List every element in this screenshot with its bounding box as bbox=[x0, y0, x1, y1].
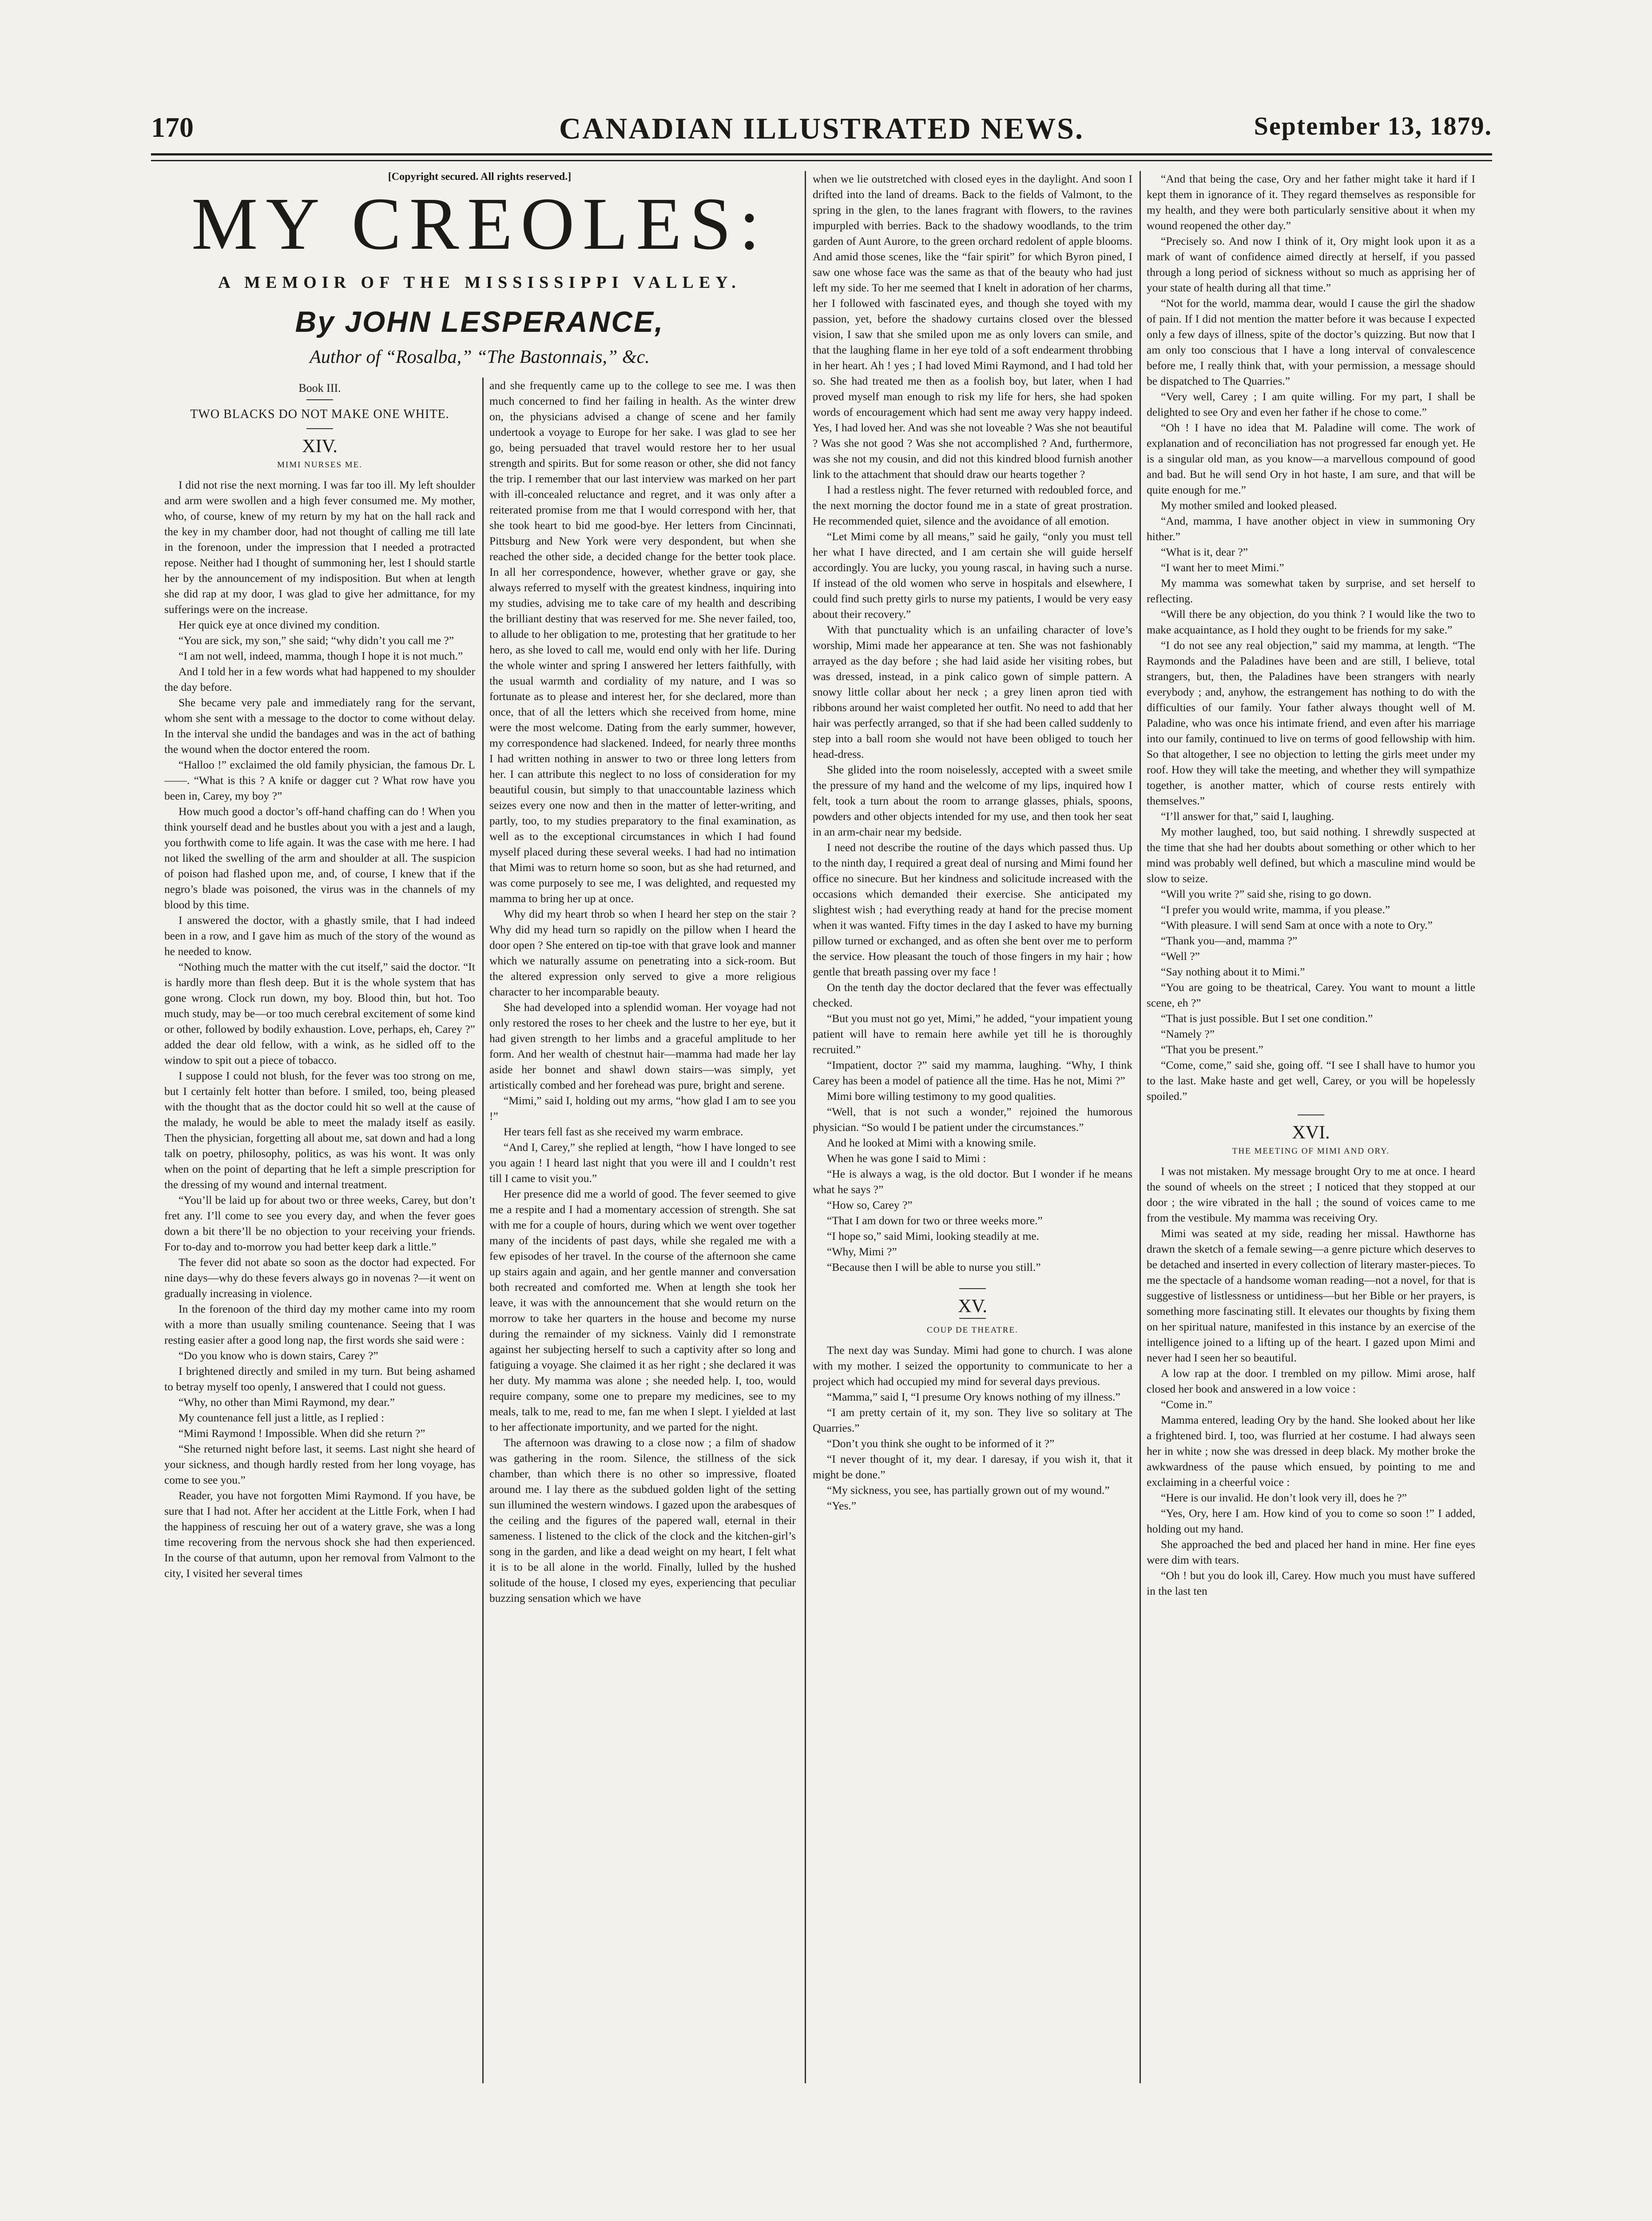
paragraph: “Oh ! I have no idea that M. Paladine will come. The work of explanation and of reconciliation has not progressed far enough yet. He is a singular old man, as you know—a marvellous compound of good and bad. But he will send Ory in hot haste, I am sure, and that will be quite enough for me.” bbox=[1147, 421, 1475, 496]
paragraph: “You’ll be laid up for about two or three weeks, Carey, but don’t fret any. I’ll come to see you every day, and when the fever goes down a bit there’ll be no objection to your receiving your friends. For to-day and to-morrow you had better keep dark a little.” bbox=[164, 1194, 475, 1253]
paragraph: “I’ll answer for that,” said I, laughing. bbox=[1161, 810, 1334, 823]
paragraph: “Thank you—and, mamma ?” bbox=[1161, 934, 1298, 947]
paragraphs bbox=[489, 378, 796, 1606]
paragraph: and she frequently came up to the college to see me. I was then much concerned to find her failing in health. As the winter drew on, the physicians advised a change of scene and her family undertook a voyage to Europe for her sake. I was glad to see her go, being persuaded that travel would restore her to her usual strength and spirits. But for some reason or other, she did not fancy the trip. I remember that our last interview was marked on her part with ill-concealed reluctance and regret, and it was only after a reiterated promise from me that I would correspond with her, that she took heart to bid me good-bye. Her letters from Cincinnati, Pittsburg and New York were very despondent, but when she reached the other side, a decided change for the better took place. In all her correspondence, however, whether grave or gay, she always referred to myself with the greatest kindness, inquiring into my studies, advising me to take care of my health and describing the brilliant destiny that was reserved for me. She never failed, too, to allude to her obligation to me, protesting that her gratitude to her hero, as she loved to call me, would end only with her life. During the whole winter and spring I answered her letters faithfully, with the usual warmth and cordiality of my nature, and I was so fortunate as to please and interest her, for she declared, more than once, that of all the letters which she received from home, mine were the most welcome. Dating from the early summer, however, my correspondence had slackened. Indeed, for nearly three months I had written nothing in answer to two or three long letters from her. I can attribute this neglect to no loss of consideration for my beautiful cousin, but simply to that unaccountable laziness which seizes every one now and then in the matter of letter-writing, and partly, too, to my studies preparatory to the final examination, as well as to the exceptional circumstances in which I had found myself placed during these several weeks. I had had no intimation that Mimi was to return home so soon, but as she had returned, and was come purposely to see me, I was delighted, and requested my mamma to bring her up at once. bbox=[489, 379, 796, 905]
paragraph: “That I am down for two or three weeks more.” bbox=[827, 1214, 1043, 1227]
paragraph: “Do you know who is down stairs, Carey ?” bbox=[179, 1349, 378, 1362]
short-rule bbox=[959, 1288, 986, 1289]
author-credits: Author of “Rosalba,” “The Bastonnais,” &c. bbox=[310, 347, 650, 367]
paragraph: “Say nothing about it to Mimi.” bbox=[1161, 965, 1305, 978]
book-title: TWO BLACKS DO NOT MAKE ONE WHITE. bbox=[190, 407, 449, 421]
paragraph: “You are sick, my son,” she said; “why didn’t you call me ?” bbox=[179, 634, 454, 647]
text-column-1 bbox=[164, 378, 475, 2083]
paragraphs bbox=[813, 171, 1132, 1275]
chapter-title: THE MEETING OF MIMI AND ORY. bbox=[1232, 1146, 1390, 1156]
issue-date: September 13, 1879. bbox=[1254, 111, 1492, 140]
paragraph: The afternoon was drawing to a close now ; a film of shadow was gathering in the room. Silence, the stillness of the sick chamber, than which there is no other so impressive, floated around me. I lay there as the subdued golden light of the setting sun illumined the western windows. I gazed upon the arabesques of the ceiling and the figures of the papered wall, eternal in their sameness. I listened to the click of the clock and the kitchen-girl’s song in the garden, and like a dead weight on my heart, I felt what it is to be all alone in the world. Finally, lulled by the hushed solitude of the house, I closed my eyes, experiencing that peculiar buzzing sensation which we have bbox=[489, 1436, 796, 1604]
paragraph: My mamma was somewhat taken by surprise, and set herself to reflecting. bbox=[1147, 577, 1475, 605]
paragraph: “Impatient, doctor ?” said my mamma, laughing. “Why, I think Carey has been a model of patience all the time. Has he not, Mimi ?” bbox=[813, 1059, 1132, 1087]
paragraph: And he looked at Mimi with a knowing smile. bbox=[827, 1136, 1036, 1149]
paragraph: “That you be present.” bbox=[1161, 1043, 1263, 1056]
paragraph: “Nothing much the matter with the cut itself,” said the doctor. “It is hardly more than flesh deep. But it is the whole system that has gone wrong. Clock run down, my boy. Blood thin, but hot. Too much study, may be—or too much cerebral excitement of some kind or other, followed by bodily exhaustion. Love, perhaps, eh, Carey ?” added the dear old fellow, with a wink, as he sidled off to the window to spit out a piece of tobacco. bbox=[164, 960, 475, 1067]
chapter-title: COUP DE THEATRE. bbox=[927, 1325, 1018, 1335]
paragraph: “Precisely so. And now I think of it, Ory might look upon it as a mark of want of confidence aimed directly at herself, if you passed through a long period of sickness without so much as apprising her of your state of health during all that time.” bbox=[1147, 235, 1475, 294]
column-divider bbox=[1140, 171, 1141, 2083]
paragraph: With that punctuality which is an unfailing character of love’s worship, Mimi made her appearance at ten. She was not fashionably arrayed as the day before ; she had laid aside her visiting robes, but was dressed, instead, in a pink calico gown of simple pattern. A snowy little collar about her neck ; a grey linen apron tied with ribbons around her waist completed her outfit. No need to add that her hair was perfectly arranged, so that if she had been called suddenly to step into a ball room she would not have been obliged to touch her head-dress. bbox=[813, 623, 1132, 760]
chapter-number: XIV. bbox=[302, 436, 338, 457]
paragraph: “But you must not go yet, Mimi,” he added, “your impatient young patient will have to remain here awhile yet till he is thoroughly recruited.” bbox=[813, 1012, 1132, 1056]
paragraph: “Yes, Ory, here I am. How kind of you to come so soon !” I added, holding out my hand. bbox=[1147, 1507, 1475, 1535]
text-column-2 bbox=[489, 378, 796, 2083]
page-number: 170 bbox=[151, 111, 194, 143]
paragraph: “I hope so,” said Mimi, looking steadily at me. bbox=[827, 1230, 1040, 1242]
paragraph: Mimi was seated at my side, reading her missal. Hawthorne has drawn the sketch of a female sewing—a genre picture which deserves to be detached and inserted in every collection of literary master-pieces. To me the spectacle of a handsome woman reading—not a novel, for that is suggestive of listlessness or untidiness—but her Bible or her prayers, is something more fascinating still. It elevates our thoughts by fixing them on her spiritual nature, manifested in this instance by an exercise of the intelligence joined to a lifting up of the heart. I gazed upon Mimi and never had I seen her so beautiful. bbox=[1147, 1227, 1475, 1364]
paragraph: “Will there be any objection, do you think ? I would like the two to make acquaintance, as I hold they ought to be friends for my sake.” bbox=[1147, 608, 1475, 636]
paragraph: “I want her to meet Mimi.” bbox=[1161, 561, 1284, 574]
text-column-4 bbox=[1147, 171, 1475, 2083]
article-subtitle: A MEMOIR OF THE MISSISSIPPI VALLEY. bbox=[218, 273, 741, 292]
article-title: MY CREOLES: bbox=[191, 183, 768, 265]
paragraph: “How so, Carey ?” bbox=[827, 1198, 913, 1211]
paragraph: “And, mamma, I have another object in view in summoning Ory hither.” bbox=[1147, 514, 1475, 543]
copyright-notice: [Copyright secured. All rights reserved.] bbox=[388, 171, 572, 183]
chapter-number: XVI. bbox=[1292, 1122, 1330, 1143]
paragraph: I had a restless night. The fever returned with redoubled force, and the next morning the doctor found me in a state of great prostration. He recommended quiet, silence and the avoidance of all emotion. bbox=[813, 483, 1132, 527]
paragraph: I answered the doctor, with a ghastly smile, that I had indeed been in a row, and I gave him as much of the story of the wound as he needed to know. bbox=[164, 914, 475, 958]
paragraph: “And that being the case, Ory and her father might take it hard if I kept them in ignorance of it. They regard themselves as responsible for my health, and they were both particularly sensitive about it when my wound reopened the other day.” bbox=[1147, 172, 1475, 232]
paragraph: On the tenth day the doctor declared that the fever was effectually checked. bbox=[813, 981, 1132, 1009]
paragraph: “Why, no other than Mimi Raymond, my dear.” bbox=[179, 1396, 395, 1409]
paragraph: My mother laughed, too, but said nothing. I shrewdly suspected at the time that she had her doubts about something or other which to her mind was probably well defined, but which a masculine mind would be slow to seize. bbox=[1147, 825, 1475, 885]
publication-name: CANADIAN ILLUSTRATED NEWS. bbox=[559, 111, 1084, 145]
paragraph: The next day was Sunday. Mimi had gone to church. I was alone with my mother. I seized the opportunity to communicate to her a project which had occupied my mind for several days previous. bbox=[813, 1344, 1132, 1388]
paragraph: “Because then I will be able to nurse you still.” bbox=[827, 1261, 1041, 1274]
paragraph: How much good a doctor’s off-hand chaffing can do ! When you think yourself dead and he bustles about you with a jest and a laugh, you forthwith come to life again. It was the case with me here. I had not liked the swelling of the arm and shoulder at all. The suspicion of poison had flashed upon me, and, of course, I knew that if the negro’s blade was poisoned, the virus was in the channels of my blood by this time. bbox=[164, 805, 475, 911]
paragraph: Her presence did me a world of good. The fever seemed to give me a respite and I had a momentary accession of strength. She sat with me for a couple of hours, during which we went over together many of the incidents of past days, while she regaled me with a few episodes of her travel. In the course of the afternoon she came up stairs again and again, and her gentle manner and conversation both recreated and comforted me. When at length she took her leave, it was with the announcement that she would return on the morrow to take her quarters in the house and become my nurse during the remainder of my sickness. Vainly did I remonstrate against her subjecting herself to such a captivity after so long and fatiguing a voyage. She claimed it as her right ; she declared it was her duty. My mamma was alone ; she needed help. I, too, would require company, some one to prepare my medicines, see to my meals, talk to me, read to me, fan me when I slept. I yielded at last to her affectionate importunity, and we parted for the night. bbox=[489, 1187, 796, 1433]
paragraph: Reader, you have not forgotten Mimi Raymond. If you have, be sure that I had not. After her accident at the Little Fork, when I had the happiness of rescuing her out of a watery grave, she was a long time recovering from the nervous shock she had then experienced. In the course of that autumn, upon her removal from Valmont to the city, I visited her several times bbox=[164, 1489, 475, 1580]
paragraph: “Will you write ?” said she, rising to go down. bbox=[1161, 888, 1372, 900]
paragraph: I brightened directly and smiled in my turn. But being ashamed to betray myself too openly, I answered that I could not guess. bbox=[164, 1365, 475, 1393]
paragraph: “My sickness, you see, has partially grown out of my wound.” bbox=[827, 1484, 1110, 1497]
paragraph: “Let Mimi come by all means,” said he gaily, “only you must tell her what I have directed, and I am certain she will guide herself accordingly. You are lucky, you young rascal, in having such a nurse. If instead of the old women who serve in hospitals and elsewhere, I could find such pretty girls to nurse my patients, I would be very easy about their recovery.” bbox=[813, 530, 1132, 621]
header-rule bbox=[151, 153, 1492, 161]
paragraph: “I prefer you would write, mamma, if you please.” bbox=[1161, 903, 1390, 916]
paragraph: “What is it, dear ?” bbox=[1161, 545, 1248, 558]
paragraphs bbox=[1147, 1163, 1475, 1599]
text-column-3 bbox=[813, 171, 1132, 2083]
paragraph: Mimi bore willing testimony to my good qualities. bbox=[827, 1090, 1056, 1103]
paragraph: The fever did not abate so soon as the doctor had expected. For nine days—why do these fevers always go in novenas ?—it went on gradually increasing in violence. bbox=[164, 1256, 475, 1300]
paragraph: “Come, come,” said she, going off. “I see I shall have to humor you to the last. Make haste and get well, Carey, or you will be hopelessly spoiled.” bbox=[1147, 1059, 1475, 1103]
page-header bbox=[151, 111, 1492, 147]
paragraph: “Not for the world, mamma dear, would I cause the girl the shadow of pain. If I did not mention the matter before it was because I expected only a few days of illness, spite of the doctor’s quizzing. But now that I am only too conscious that I have a long interval of convalescence before me, I really think that, with your permission, a message should be dispatched to The Quarries.” bbox=[1147, 297, 1475, 387]
short-rule bbox=[959, 1318, 986, 1319]
paragraph: She had developed into a splendid woman. Her voyage had not only restored the roses to her cheek and the lustre to her eye, but it had given strength to her limbs and a graceful amplitude to her form. And her wealth of chestnut hair—mamma had made her lay aside her bonnet and shawl down stairs—was simply, yet artistically combed and her forehead was pure, bright and serene. bbox=[489, 1001, 796, 1091]
paragraph: “Mimi,” said I, holding out my arms, “how glad I am to see you !” bbox=[489, 1094, 796, 1122]
paragraph: She became very pale and immediately rang for the servant, whom she sent with a message to the doctor to come without delay. In the interval she undid the bandages and was in the act of bathing the wound when the doctor entered the room. bbox=[164, 696, 475, 756]
paragraph: Mamma entered, leading Ory by the hand. She looked about her like a frightened bird. I, too, was flurried at her costume. I had always seen her in white ; now she was dressed in deep black. My mother broke the awkwardness of the pause which ensued, by pointing to me and exclaiming in a cheerful voice : bbox=[1147, 1413, 1475, 1489]
paragraph: In the forenoon of the third day my mother came into my room with a more than usually smiling countenance. Seeing that I was resting easier after a good long nap, the first words she said were : bbox=[164, 1302, 475, 1346]
paragraphs bbox=[164, 477, 475, 1581]
paragraph: when we lie outstretched with closed eyes in the daylight. And soon I drifted into the land of dreams. Back to the fields of Valmont, to the spring in the glen, to the lanes fragrant with flowers, to the ravines impurpled with berries. Back to the shadowy woodlands, to the trim garden of Aunt Aurore, to the green orchard redolent of apple blooms. And amid those scenes, like the “fair spirit” for which Byron pined, I saw one whose face was the same as that of the beauty who had just left my side. To her me seemed that I knelt in adoration of her charms, her I followed with fascinated eyes, and though she toyed with my passion, yet, before the shadowy curtains closed over the blessed vision, I saw that she smiled upon me as only lovers can smile, and that the laughing flame in her eye told of a soft endearment throbbing in her heart. Ah ! yes ; I had loved Mimi Raymond, and I had told her so. She had treated me then as a foolish boy, but later, when I had proved myself man enough to risk my life for hers, she had spoken words of encouragement which had sent me away very happy indeed. Yes, I had loved her. And was she not loveable ? Was she not beautiful ? Was she not good ? Was she not accomplished ? And, furthermore, was she not my cousin, and did not this kindred blood furnish another link to the attachment that should draw our hearts together ? bbox=[813, 172, 1132, 481]
paragraph: “Come in.” bbox=[1161, 1398, 1213, 1411]
article-title-block bbox=[164, 171, 795, 368]
paragraph: “I do not see any real objection,” said my mamma, at length. “The Raymonds and the Paladines have been and are still, I believe, total strangers, but, then, the Paladines have been strangers with nearly everybody ; and, anyhow, the estrangement has nothing to do with the difficulties of our family. Your father always thought well of M. Paladine, who was once his intimate friend, and even after his marriage into our family, continued to live on terms of good fellowship with him. So that altogether, I see no objection to letting the girls meet under my roof. How they will take the meeting, and whether they will sympathize together, is another matter, which of course rests entirely with themselves.” bbox=[1147, 639, 1475, 807]
chapter-title: MIMI NURSES ME. bbox=[277, 460, 363, 470]
paragraph: “Halloo !” exclaimed the old family physician, the famous Dr. L——. “What is this ? A knife or dagger cut ? What row have you been in, Carey, my boy ?” bbox=[164, 758, 475, 802]
paragraph: “Very well, Carey ; I am quite willing. For my part, I shall be delighted to see Ory and even her father if he chose to come.” bbox=[1147, 390, 1475, 418]
column-divider bbox=[805, 171, 806, 2083]
paragraph: Why did my heart throb so when I heard her step on the stair ? Why did my head turn so rapidly on the pillow when I heard the door open ? She entered on tip-toe with that grave look and manner which we naturally assume on penetrating into a sick-room. But the altered expression only served to give a more religious character to her incomparable beauty. bbox=[489, 908, 796, 998]
paragraphs bbox=[813, 1342, 1132, 1513]
paragraph: “She returned night before last, it seems. Last night she heard of your sickness, and though hardly rested from her long voyage, has come to see you.” bbox=[164, 1442, 475, 1486]
paragraph: “You are going to be theatrical, Carey. You want to mount a little scene, eh ?” bbox=[1147, 981, 1475, 1009]
paragraph: I suppose I could not blush, for the fever was too strong on me, but I certainly felt hotter than before. I smiled, too, being pleased with the thought that as the doctor could hit so well at the cause of the malady, he would be able to meet the malady itself as easily. Then the physician, forgetting all about me, sat down and had a long talk on poetry, philosophy, politics, as was his wont. It was only when on the point of departing that he left a simple prescription for the dressing of my wound and internal treatment. bbox=[164, 1069, 475, 1191]
paragraph: “And I, Carey,” she replied at length, “how I have longed to see you again ! I heard last night that you were ill and I couldn’t rest till I came to visit you.” bbox=[489, 1141, 796, 1185]
paragraph: “Oh ! but you do look ill, Carey. How much you must have suffered in the last ten bbox=[1147, 1569, 1475, 1597]
book-label: Book III. bbox=[298, 382, 341, 394]
chapter-number: XV. bbox=[958, 1296, 987, 1317]
paragraph: “Mamma,” said I, “I presume Ory knows nothing of my illness.” bbox=[827, 1390, 1120, 1403]
paragraph: “Why, Mimi ?” bbox=[827, 1245, 897, 1258]
byline: By JOHN LESPERANCE, bbox=[295, 305, 664, 338]
paragraph: Her quick eye at once divined my condition. bbox=[179, 618, 380, 631]
paragraph: “I am pretty certain of it, my son. They live so solitary at The Quarries.” bbox=[813, 1406, 1132, 1434]
short-rule bbox=[306, 428, 333, 429]
paragraph: “I never thought of it, my dear. I daresay, if you wish it, that it might be done.” bbox=[813, 1453, 1132, 1481]
paragraph: “Mimi Raymond ! Impossible. When did she return ?” bbox=[179, 1427, 425, 1440]
short-rule bbox=[1298, 1114, 1324, 1115]
paragraphs bbox=[1147, 171, 1475, 1104]
paragraph: “That is just possible. But I set one condition.” bbox=[1161, 1012, 1373, 1025]
paragraph: I did not rise the next morning. I was far too ill. My left shoulder and arm were swollen and a high fever consumed me. My mother, who, of course, knew of my return by my hat on the hall rack and the key in my chamber door, had not thought of calling me till late in the forenoon, under the impression that I needed a protracted repose. Neither had I thought of summoning her, lest I should startle her by the announcement of my indisposition. But when at length she did rap at my door, I was glad to give her admittance, for my sufferings were on the increase. bbox=[164, 478, 475, 616]
paragraph: “Don’t you think she ought to be informed of it ?” bbox=[827, 1437, 1055, 1450]
paragraph: A low rap at the door. I trembled on my pillow. Mimi arose, half closed her book and answered in a low voice : bbox=[1147, 1367, 1475, 1395]
paragraph: When he was gone I said to Mimi : bbox=[827, 1152, 986, 1165]
short-rule bbox=[306, 399, 333, 400]
paragraph: “Well, that is not such a wonder,” rejoined the humorous physician. “So would I be patient under the circumstances.” bbox=[813, 1105, 1132, 1134]
paragraph: Her tears fell fast as she received my warm embrace. bbox=[504, 1125, 743, 1138]
paragraph: “I am not well, indeed, mamma, though I hope it is not much.” bbox=[179, 649, 463, 662]
paragraph: I was not mistaken. My message brought Ory to me at once. I heard the sound of wheels on the street ; I noticed that they stopped at our door ; the wire vibrated in the hall ; the sound of voices came to me from the vestibule. My mamma was receiving Ory. bbox=[1147, 1165, 1475, 1224]
paragraph: “Yes.” bbox=[827, 1499, 857, 1512]
paragraph: She glided into the room noiselessly, accepted with a sweet smile the pressure of my hand and the welcome of my lips, inquired how I felt, took a turn about the room to arrange glasses, phials, spoons, powders and other objects intended for my use, and then took her seat in an arm-chair near my bedside. bbox=[813, 763, 1132, 838]
paragraph: “He is always a wag, is the old doctor. But I wonder if he means what he says ?” bbox=[813, 1167, 1132, 1196]
paragraph: “With pleasure. I will send Sam at once with a note to Ory.” bbox=[1161, 919, 1433, 931]
paragraph: My countenance fell just a little, as I replied : bbox=[179, 1411, 385, 1424]
paragraph: My mother smiled and looked pleased. bbox=[1161, 499, 1337, 512]
paragraph: “Namely ?” bbox=[1161, 1027, 1215, 1040]
paragraph: “Here is our invalid. He don’t look very ill, does he ?” bbox=[1161, 1491, 1407, 1504]
paragraph: “Well ?” bbox=[1161, 950, 1200, 963]
paragraph: She approached the bed and placed her hand in mine. Her fine eyes were dim with tears. bbox=[1147, 1538, 1475, 1566]
paragraph: I need not describe the routine of the days which passed thus. Up to the ninth day, I required a great deal of nursing and Mimi found her office no sinecure. But her kindness and solicitude increased with the occasions which demanded their exercise. She anticipated my slightest wish ; had everything ready at hand for the precise moment when it was wanted. Fifty times in the day I asked to have my burning pillow turned or exchanged, and as often she bent over me to perform the service. How pleasant the touch of those fingers in my hair ; how gentle that breath passing over my face ! bbox=[813, 841, 1132, 978]
paragraph: And I told her in a few words what had happened to my shoulder the day before. bbox=[164, 665, 475, 693]
column-divider bbox=[482, 378, 484, 2083]
